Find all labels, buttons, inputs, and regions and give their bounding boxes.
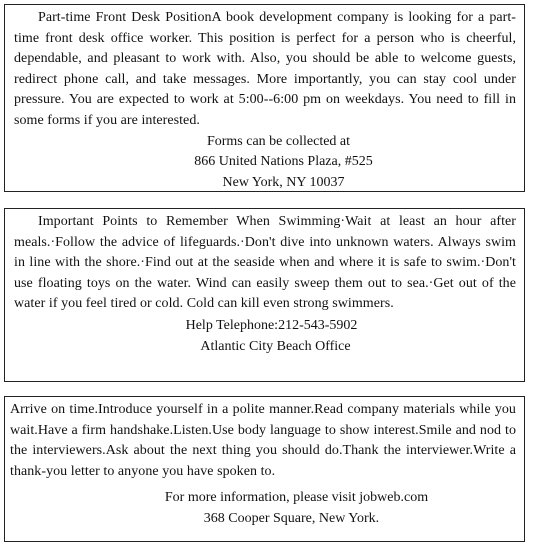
ad-front-desk-text: Part-time Front Desk PositionA book development company is looking for a part-time front desk office worker. This position is perfect for a person who is cheerful, dependable, and pleasant to work with. Also, you should be able to welcome guests, redirect phone call, and take messages. More importantly, you can stay cool under pressure. You are expected to work at 5:00--6:00 pm on weekdays. You need to fill in some forms if you are interested. (14, 10, 516, 128)
address-line-1: 866 United Nations Plaza, #525 (194, 154, 373, 170)
help-telephone-line: Help Telephone:212-543-5902 (185, 317, 358, 333)
forms-collection-line: Forms can be collected at (206, 133, 351, 149)
ad-box-swimming (4, 208, 525, 382)
ad-box-interview (4, 396, 525, 542)
cooper-square-address-line: 368 Cooper Square, New York. (203, 510, 380, 526)
more-info-line: For more information, please visit jobweb.com (164, 490, 429, 506)
interview-tips-text: Arrive on time.Introduce yourself in a polite manner.Read company materials while you wait.Have a firm handshake.Listen.Use body language to show interest.Smile and nod to the interviewers.Ask about the next thing you should do.Thank the interviewer.Write a thank-you letter to anyone you have spoken to. (10, 402, 516, 479)
beach-office-line: Atlantic City Beach Office (200, 338, 351, 354)
swimming-tips-text: Important Points to Remember When Swimming·Wait at least an hour after meals.·Follow the advice of lifeguards.·Don't dive into unknown waters. Always swim in line with the shore.·Find out at the seaside when and where it is safe to swim.·Don't use floating toys on the water. Wind can easily sweep them out to sea.·Get out of the water if you feel tired or cold. Cold can kill even strong swimmers. (14, 214, 516, 312)
address-line-2: New York, NY 10037 (222, 174, 345, 190)
ad-box-front-desk (4, 4, 525, 192)
